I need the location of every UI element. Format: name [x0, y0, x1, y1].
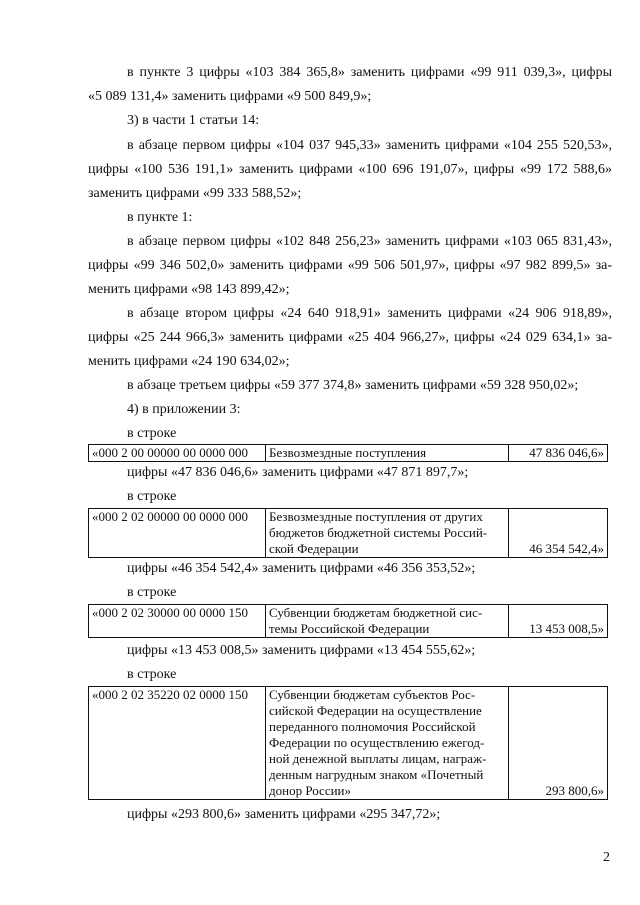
- text-line: в строке: [127, 585, 177, 600]
- description-line: Субвенции бюджетам субъектов Рос-: [269, 687, 476, 702]
- description-line: сийской Федерации на осуществление: [269, 703, 482, 718]
- description-line: ной денежной выплаты лицам, награж-: [269, 751, 487, 766]
- budget-row-table: [88, 508, 608, 558]
- description-cell: [266, 687, 509, 800]
- page-number: 2: [603, 850, 610, 865]
- text-line: в пункте 1:: [127, 210, 193, 225]
- description-line: ской Федерации: [269, 541, 359, 556]
- text-line: цифры «46 354 542,4» заменить цифрами «46 356 353,52»;: [127, 561, 476, 576]
- description-cell: [266, 445, 509, 462]
- kbk-code-cell: «000 2 02 35220 02 0000 150: [89, 687, 266, 800]
- text-line: менить цифрами «24 190 634,02»;: [88, 354, 290, 369]
- description-line: донор России»: [269, 783, 352, 798]
- kbk-code-cell: «000 2 00 00000 00 0000 000: [89, 445, 266, 462]
- text-line: в абзаце втором цифры «24 640 918,91» заменить цифрами «24 906 918,89»,: [127, 306, 612, 321]
- description-line: бюджетов бюджетной системы Россий-: [269, 525, 488, 540]
- description-line: денным нагрудным знаком «Почетный: [269, 767, 484, 782]
- text-line: в абзаце первом цифры «102 848 256,23» заменить цифрами «103 065 831,43»,: [127, 234, 612, 249]
- text-line: 3) в части 1 статьи 14:: [127, 113, 260, 128]
- text-line: цифры «47 836 046,6» заменить цифрами «47 871 897,7»;: [127, 465, 469, 480]
- text-line: в строке: [127, 489, 177, 504]
- description-line: Безвозмездные поступления: [269, 445, 427, 460]
- amount-cell: 293 800,6»: [509, 687, 608, 800]
- budget-row-table: [88, 686, 608, 800]
- text-line: цифры «100 536 191,1» заменить цифрами «100 696 191,07», цифры «99 172 588,6»: [88, 162, 612, 177]
- table-row: [89, 687, 608, 800]
- budget-row-table: [88, 444, 608, 462]
- text-line: цифры «13 453 008,5» заменить цифрами «13 454 555,62»;: [127, 643, 476, 658]
- text-line: цифры «25 244 966,3» заменить цифрами «25 404 966,27», цифры «24 029 634,1» за-: [88, 330, 612, 345]
- amount-cell: 46 354 542,4»: [509, 509, 608, 558]
- description-cell: [266, 509, 509, 558]
- amount-cell: 47 836 046,6»: [509, 445, 608, 462]
- text-line: цифры «99 346 502,0» заменить цифрами «99 506 501,97», цифры «97 982 899,5» за-: [88, 258, 612, 273]
- description-line: Безвозмездные поступления от других: [269, 509, 483, 524]
- description-line: Субвенции бюджетам бюджетной сис-: [269, 605, 483, 620]
- description-line: Федерации по осуществлению ежегод-: [269, 735, 485, 750]
- text-line: в абзаце третьем цифры «59 377 374,8» заменить цифрами «59 328 950,02»;: [127, 378, 579, 393]
- table-row: [89, 509, 608, 558]
- description-line: переданного полномочия Российской: [269, 719, 476, 734]
- amount-cell: 13 453 008,5»: [509, 605, 608, 638]
- text-line: заменить цифрами «99 333 588,52»;: [88, 186, 302, 201]
- text-line: 4) в приложении 3:: [127, 402, 241, 417]
- description-cell: [266, 605, 509, 638]
- text-line: в абзаце первом цифры «104 037 945,33» заменить цифрами «104 255 520,53»,: [127, 138, 612, 153]
- text-line: цифры «293 800,6» заменить цифрами «295 347,72»;: [127, 807, 441, 822]
- text-line: в пункте 3 цифры «103 384 365,8» заменить цифрами «99 911 039,3», цифры: [127, 65, 612, 80]
- kbk-code-cell: «000 2 02 30000 00 0000 150: [89, 605, 266, 638]
- table-row: [89, 605, 608, 638]
- kbk-code-cell: «000 2 02 00000 00 0000 000: [89, 509, 266, 558]
- table-row: [89, 445, 608, 462]
- budget-row-table: [88, 604, 608, 638]
- text-line: в строке: [127, 426, 177, 441]
- text-line: «5 089 131,4» заменить цифрами «9 500 849,9»;: [88, 89, 372, 104]
- text-line: менить цифрами «98 143 899,42»;: [88, 282, 290, 297]
- text-line: в строке: [127, 667, 177, 682]
- description-line: темы Российской Федерации: [269, 621, 430, 636]
